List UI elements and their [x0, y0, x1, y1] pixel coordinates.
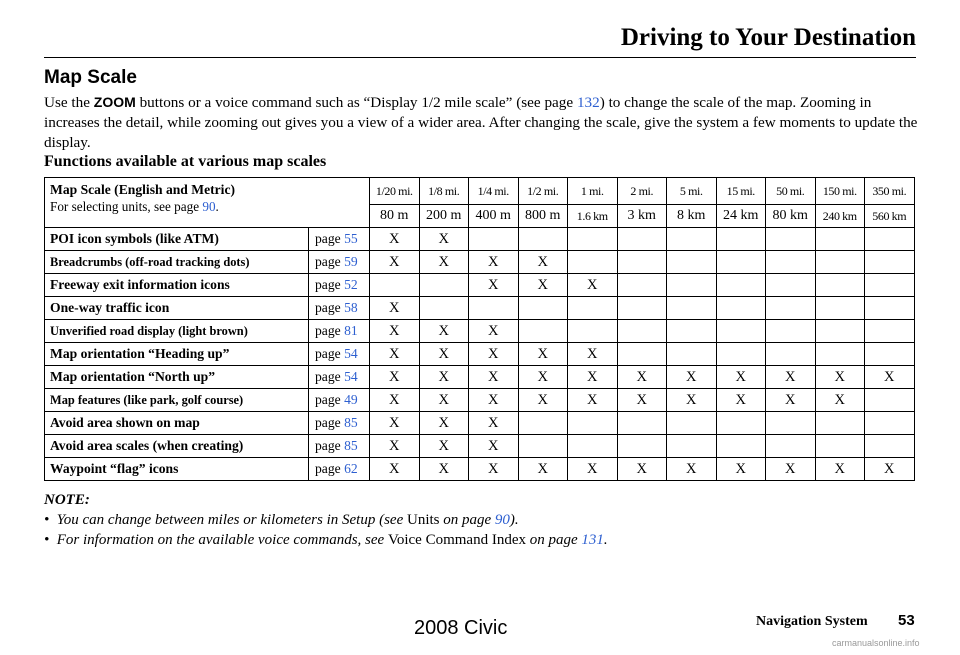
note-ref-units: Units	[406, 512, 440, 528]
availability-mark: X	[419, 435, 469, 458]
scale-km-cell: 200 m	[419, 205, 469, 228]
intro-post: ) to change the scale of the map. Zooming in increases the detail, while zooming out gives you a view of a wider area. After changing the scale, give the system a few moments to update the display.	[44, 94, 918, 151]
availability-mark: X	[419, 412, 469, 435]
availability-mark	[766, 274, 816, 297]
availability-mark: X	[518, 458, 568, 481]
availability-mark	[617, 297, 667, 320]
availability-mark: X	[419, 343, 469, 366]
scale-miles-cell: 350 mi.	[865, 178, 915, 205]
availability-mark	[716, 274, 766, 297]
feature-name: One-way traffic icon	[45, 297, 309, 320]
availability-mark	[766, 228, 816, 251]
availability-mark: X	[419, 251, 469, 274]
availability-mark: X	[469, 366, 519, 389]
availability-mark: X	[469, 458, 519, 481]
table-row	[45, 343, 915, 366]
availability-mark: X	[419, 389, 469, 412]
zoom-button-label: ZOOM	[93, 94, 136, 110]
availability-mark	[568, 251, 618, 274]
availability-mark	[370, 274, 420, 297]
availability-mark	[667, 320, 717, 343]
page-link[interactable]: 55	[344, 231, 358, 246]
availability-mark	[667, 297, 717, 320]
scale-km-cell: 80 m	[370, 205, 420, 228]
scale-miles-cell: 1 mi.	[568, 178, 618, 205]
availability-mark	[667, 435, 717, 458]
availability-mark	[865, 389, 915, 412]
availability-mark: X	[568, 274, 618, 297]
availability-mark: X	[865, 458, 915, 481]
availability-mark: X	[370, 251, 420, 274]
availability-mark	[766, 343, 816, 366]
note-text: .	[603, 532, 608, 548]
note-text: You can change between miles or kilometers in Setup (see	[56, 512, 407, 528]
availability-mark: X	[568, 366, 618, 389]
table-row	[45, 366, 915, 389]
availability-mark	[716, 435, 766, 458]
availability-mark	[568, 320, 618, 343]
scale-miles-cell: 15 mi.	[716, 178, 766, 205]
scale-km-cell: 400 m	[469, 205, 519, 228]
table-row	[45, 274, 915, 297]
page-reference	[309, 297, 370, 320]
availability-mark: X	[370, 435, 420, 458]
page-reference	[309, 389, 370, 412]
scale-km-cell: 800 m	[518, 205, 568, 228]
scale-km-cell: 240 km	[815, 205, 865, 228]
availability-mark	[469, 297, 519, 320]
intro-pre: Use the	[44, 94, 90, 111]
availability-mark: X	[766, 389, 816, 412]
availability-mark	[815, 320, 865, 343]
scale-km-cell: 8 km	[667, 205, 717, 228]
availability-mark	[865, 343, 915, 366]
availability-mark: X	[667, 366, 717, 389]
availability-mark	[716, 228, 766, 251]
availability-mark	[667, 274, 717, 297]
availability-mark	[865, 320, 915, 343]
availability-mark: X	[815, 458, 865, 481]
scale-km-cell: 3 km	[617, 205, 667, 228]
availability-mark	[518, 228, 568, 251]
table-header-title: Map Scale (English and Metric)	[50, 182, 236, 197]
availability-mark	[815, 251, 865, 274]
feature-name: Waypoint “flag” icons	[45, 458, 309, 481]
note-item-units	[44, 510, 608, 530]
page-link[interactable]: 54	[344, 369, 358, 384]
availability-mark: X	[469, 251, 519, 274]
availability-mark: X	[716, 389, 766, 412]
availability-mark	[815, 274, 865, 297]
scale-miles-cell: 1/20 mi.	[370, 178, 420, 205]
availability-mark: X	[419, 228, 469, 251]
feature-name: Freeway exit information icons	[45, 274, 309, 297]
availability-mark	[568, 228, 618, 251]
page-number: 53	[898, 612, 915, 629]
availability-mark	[865, 274, 915, 297]
availability-mark: X	[766, 366, 816, 389]
miles-header-row	[45, 178, 915, 205]
availability-mark: X	[815, 389, 865, 412]
availability-mark: X	[370, 366, 420, 389]
availability-mark	[518, 435, 568, 458]
availability-mark	[815, 343, 865, 366]
note-text: on page	[439, 512, 495, 528]
availability-mark	[667, 251, 717, 274]
note-bullet: •	[44, 532, 50, 548]
availability-mark	[568, 435, 618, 458]
page-reference	[309, 366, 370, 389]
availability-mark	[815, 228, 865, 251]
page-prefix: page	[315, 231, 345, 246]
availability-mark: X	[419, 458, 469, 481]
table-row	[45, 297, 915, 320]
availability-mark	[617, 274, 667, 297]
availability-mark	[716, 320, 766, 343]
table-heading: Functions available at various map scales	[44, 153, 327, 170]
availability-mark: X	[716, 366, 766, 389]
availability-mark	[617, 343, 667, 366]
availability-mark: X	[469, 435, 519, 458]
availability-mark: X	[370, 458, 420, 481]
availability-mark: X	[518, 389, 568, 412]
scale-miles-cell: 5 mi.	[667, 178, 717, 205]
availability-mark	[617, 320, 667, 343]
availability-mark	[716, 343, 766, 366]
note-item-voice	[44, 530, 608, 550]
chapter-title: Driving to Your Destination	[620, 24, 916, 51]
page-link[interactable]: 62	[344, 461, 358, 476]
page-prefix: page	[315, 323, 345, 338]
table-header-subtitle	[50, 199, 369, 215]
page-prefix: page	[315, 300, 345, 315]
availability-mark	[617, 228, 667, 251]
availability-mark	[617, 412, 667, 435]
availability-mark	[766, 251, 816, 274]
scale-miles-cell: 1/2 mi.	[518, 178, 568, 205]
availability-mark: X	[419, 366, 469, 389]
availability-mark: X	[370, 297, 420, 320]
feature-name: Map orientation “Heading up”	[45, 343, 309, 366]
availability-mark	[815, 412, 865, 435]
scale-miles-cell: 150 mi.	[815, 178, 865, 205]
page-prefix: page	[315, 369, 345, 384]
availability-mark: X	[766, 458, 816, 481]
availability-mark: X	[617, 366, 667, 389]
availability-mark: X	[469, 274, 519, 297]
feature-name: Avoid area shown on map	[45, 412, 309, 435]
availability-mark: X	[518, 251, 568, 274]
availability-mark: X	[370, 320, 420, 343]
availability-mark	[716, 251, 766, 274]
page-link[interactable]: 54	[344, 346, 358, 361]
availability-mark	[766, 435, 816, 458]
feature-name: Avoid area scales (when creating)	[45, 435, 309, 458]
availability-mark	[766, 320, 816, 343]
scale-km-cell: 80 km	[766, 205, 816, 228]
availability-mark: X	[568, 389, 618, 412]
page-prefix: page	[315, 461, 345, 476]
scale-miles-cell: 1/8 mi.	[419, 178, 469, 205]
note-title: NOTE:	[44, 492, 90, 508]
feature-name: POI icon symbols (like ATM)	[45, 228, 309, 251]
scale-miles-cell: 2 mi.	[617, 178, 667, 205]
availability-mark: X	[716, 458, 766, 481]
page-prefix: page	[315, 277, 345, 292]
intro-page-link[interactable]: 132	[576, 94, 600, 111]
availability-mark	[617, 251, 667, 274]
availability-mark	[815, 435, 865, 458]
page-reference	[309, 458, 370, 481]
availability-mark	[667, 412, 717, 435]
note-text: For information on the available voice commands, see	[56, 532, 388, 548]
availability-mark: X	[518, 343, 568, 366]
availability-mark: X	[419, 320, 469, 343]
site-watermark: carmanualsonline.info	[832, 638, 920, 648]
table-row	[45, 458, 915, 481]
availability-mark	[518, 297, 568, 320]
availability-mark	[716, 412, 766, 435]
note-text: on page	[526, 532, 582, 548]
page-link[interactable]: 49	[344, 392, 358, 407]
availability-mark: X	[667, 389, 717, 412]
page-link[interactable]: 59	[344, 254, 358, 269]
table-row	[45, 389, 915, 412]
page-reference	[309, 343, 370, 366]
availability-mark	[815, 297, 865, 320]
page-link[interactable]: 52	[344, 277, 358, 292]
availability-mark	[865, 435, 915, 458]
scale-km-cell: 560 km	[865, 205, 915, 228]
availability-mark	[865, 251, 915, 274]
availability-mark: X	[667, 458, 717, 481]
scale-miles-cell: 50 mi.	[766, 178, 816, 205]
availability-mark	[865, 297, 915, 320]
page-prefix: page	[315, 415, 345, 430]
availability-mark: X	[568, 343, 618, 366]
section-title: Map Scale	[44, 67, 137, 88]
availability-mark: X	[617, 458, 667, 481]
note-page-link-131[interactable]: 131	[581, 532, 604, 548]
availability-mark	[667, 228, 717, 251]
table-row	[45, 435, 915, 458]
feature-name: Breadcrumbs (off-road tracking dots)	[45, 251, 309, 274]
header-sub-page-link[interactable]: 90	[202, 199, 216, 214]
table-header-cell	[45, 178, 370, 228]
scale-km-cell: 1.6 km	[568, 205, 618, 228]
availability-mark	[865, 228, 915, 251]
availability-mark: X	[370, 389, 420, 412]
availability-mark: X	[518, 274, 568, 297]
notes-block	[44, 490, 608, 550]
availability-mark: X	[518, 366, 568, 389]
feature-name: Unverified road display (light brown)	[45, 320, 309, 343]
availability-mark	[469, 228, 519, 251]
availability-mark	[419, 297, 469, 320]
availability-mark	[568, 412, 618, 435]
table-row	[45, 251, 915, 274]
availability-mark	[617, 435, 667, 458]
page-reference	[309, 435, 370, 458]
feature-name: Map features (like park, golf course)	[45, 389, 309, 412]
page-prefix: page	[315, 438, 345, 453]
header-sub-period: .	[215, 199, 219, 214]
availability-mark	[766, 412, 816, 435]
header-rule	[44, 57, 916, 58]
scale-miles-cell: 1/4 mi.	[469, 178, 519, 205]
page-reference	[309, 251, 370, 274]
availability-mark	[667, 343, 717, 366]
header-sub-text: For selecting units, see page	[50, 199, 203, 214]
page-prefix: page	[315, 346, 345, 361]
availability-mark: X	[568, 458, 618, 481]
intro-paragraph	[44, 92, 920, 153]
note-text: ).	[509, 512, 519, 528]
availability-mark: X	[617, 389, 667, 412]
availability-mark	[568, 297, 618, 320]
table-row	[45, 228, 915, 251]
availability-mark: X	[370, 412, 420, 435]
availability-mark: X	[469, 320, 519, 343]
page-reference	[309, 228, 370, 251]
page-link[interactable]: 85	[344, 438, 358, 453]
note-bullet: •	[44, 512, 50, 528]
page-link[interactable]: 81	[344, 323, 358, 338]
intro-mid: buttons or a voice command such as “Display 1/2 mile scale” (see page	[135, 94, 577, 111]
footer-system-label: Navigation System	[756, 614, 868, 629]
feature-name: Map orientation “North up”	[45, 366, 309, 389]
availability-mark: X	[370, 343, 420, 366]
availability-mark: X	[469, 389, 519, 412]
availability-mark	[716, 297, 766, 320]
page-link[interactable]: 58	[344, 300, 358, 315]
scale-km-cell: 24 km	[716, 205, 766, 228]
page-reference	[309, 274, 370, 297]
table-row	[45, 412, 915, 435]
availability-mark	[518, 412, 568, 435]
watermark-text: 2008 Civic	[414, 617, 508, 639]
page-link[interactable]: 85	[344, 415, 358, 430]
availability-mark: X	[865, 366, 915, 389]
availability-mark: X	[469, 412, 519, 435]
map-scale-table	[44, 177, 915, 481]
availability-mark	[518, 320, 568, 343]
table-row	[45, 320, 915, 343]
availability-mark: X	[370, 228, 420, 251]
availability-mark: X	[815, 366, 865, 389]
availability-mark	[419, 274, 469, 297]
page-prefix: page	[315, 392, 345, 407]
page-reference	[309, 412, 370, 435]
availability-mark	[766, 297, 816, 320]
availability-mark: X	[469, 343, 519, 366]
page-prefix: page	[315, 254, 345, 269]
note-ref-voice-index: Voice Command Index	[387, 532, 526, 548]
note-page-link-90[interactable]: 90	[494, 512, 510, 528]
availability-mark	[865, 412, 915, 435]
page-reference	[309, 320, 370, 343]
